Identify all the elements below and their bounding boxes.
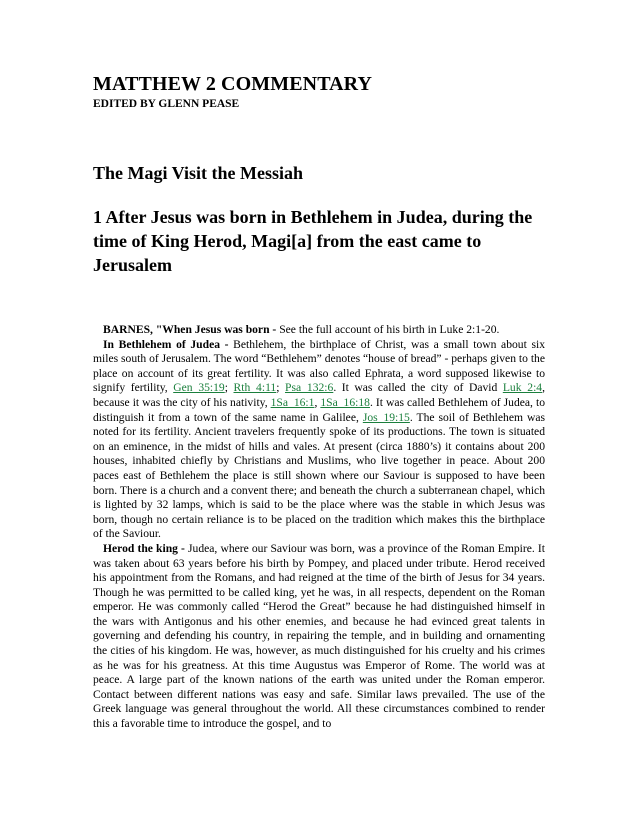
scripture-link[interactable]: 1Sa_16:18 <box>320 395 370 409</box>
scripture-link[interactable]: Jos_19:15 <box>362 410 410 424</box>
paragraph-text: Judea, where our Saviour was born, was a province of the Roman Empire. It was taken about 63 years before his birth by Pompey, and placed under tribute. Herod received his appointment from the Romans, and had reigned at the time of the birth of Jesus for 34 years. Though he was permitted to be called king, yet he was, in all respects, dependent on the Roman emperor. He was commonly called “Herod the Great” because he had distinguished himself in the wars with Antigonus and his other enemies, and because he had evinced great talents in governing and defending his country, in repairing the temple, and in building and ornamenting the cities of his kingdom. He was, however, as much distinguished for his cruelty and his crimes as he was for his greatness. At this time Augustus was Emperor of Rome. The world was at peace. A large part of the known nations of the earth was united under the Roman emperor. Contact between different nations was easy and safe. Similar laws prevailed. The use of the Greek language was general throughout the world. All these circumstances combined to render this a favorable time to introduce the gospel, and to <box>93 541 545 731</box>
scripture-link[interactable]: Gen_35:19 <box>173 381 225 395</box>
separator: , <box>314 395 321 409</box>
paragraph-lead: BARNES, "When Jesus was born - <box>103 323 277 336</box>
commentary-body <box>93 323 545 732</box>
paragraph-barnes <box>93 323 545 338</box>
separator: ; <box>224 381 234 395</box>
document-title: MATTHEW 2 COMMENTARY <box>93 73 373 95</box>
paragraph-text: . It was called Bethlehem of Judea, to distinguish it from a town of the same name in Galilee, <box>93 395 545 424</box>
paragraph-text: . The soil of Bethlehem was noted for its fertility. Ancient travelers frequently spoke of its productions. The town is situated on an eminence, in the midst of hills and vales. At present (circa 1880’s) it contains about 200 houses, inhabited chiefly by Christians and Muslims, who live together in peace. About 200 paces east of Bethlehem the place is still shown where our Saviour is supposed to have been born. There is a church and a convent there; and beneath the church a subterranean chapel, which is lighted by 32 lamps, which is said to be the place where was the stable in which Jesus was born, though no certain reliance is to be placed on the tradition which makes this the birthplace of the Saviour. <box>93 410 545 541</box>
paragraph-lead: In Bethlehem of Judea - <box>103 337 229 351</box>
scripture-link[interactable]: Luk_2:4 <box>502 381 543 395</box>
separator: ; <box>276 381 285 395</box>
scripture-link[interactable]: Psa_132:6 <box>285 381 334 395</box>
scripture-link[interactable]: Rth_4:11 <box>233 381 277 395</box>
scripture-link[interactable]: 1Sa_16:1 <box>270 395 315 409</box>
paragraph-bethlehem <box>93 338 545 542</box>
paragraph-text: See the full account of his birth in Luke 2:1-20. <box>276 323 500 336</box>
verse-heading: 1 After Jesus was born in Bethlehem in Judea, during the time of King Herod, Magi[a] from the east came to Jerusalem <box>93 207 533 275</box>
paragraph-text: Bethlehem, the birthplace of Christ, was a small town about six miles south of Jerusalem. The word “Bethlehem” denotes “house of bread” - perhaps given to the place on account of its great fertility. It was also called Ephrata, a word supposed likewise to signify fertility, <box>93 337 545 395</box>
document-page <box>93 72 546 731</box>
paragraph-text: , because it was the city of his nativity, <box>93 381 546 409</box>
paragraph-lead: Herod the king - <box>103 541 185 555</box>
document-subtitle: EDITED BY GLENN PEASE <box>93 98 240 110</box>
paragraph-herod <box>93 542 545 732</box>
section-heading: The Magi Visit the Messiah <box>93 163 303 183</box>
paragraph-text: . It was called the city of David <box>333 381 503 395</box>
